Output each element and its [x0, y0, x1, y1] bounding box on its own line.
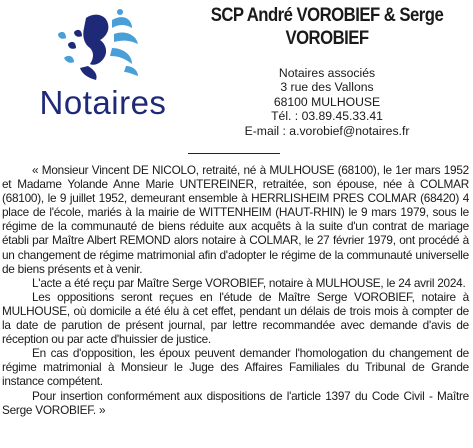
- notary-header: [182, 4, 472, 138]
- contact-street: 3 rue des Vallons: [280, 80, 374, 95]
- firm-name-line-2: VOROBIEF: [285, 28, 369, 49]
- contact-phone: Tél. : 03.89.45.33.41: [271, 109, 383, 124]
- paragraph-parties: « Monsieur Vincent DE NICOLO, retraité, né à MULHOUSE (68100), le 1er mars 1952 et Madame Yolande Anne Marie UNTEREINER, retraitée, son épouse, née à COLMAR (68100), le 9 juillet 1952, demeurant ensemble à HERRLISHEIM PRES COLMAR (68420) 4 place de l'école, mariés à la mairie de WITTENHEIM (HAUT-RHIN) le 9 mars 1979, sous le régime de la communauté de biens réduite aux acquêts à la suite d'un contrat de mariage établi par Maître Albert REMOND alors notaire à COLMAR, le 27 février 1979, ont procédé à un changement de régime matrimonial afin d'adopter le régime de la communauté universelle de biens présents et à venir.: [2, 163, 469, 276]
- paragraph-oppositions: Les oppositions seront reçues en l'étude de Maître Serge VOROBIEF, notaire à MULHOUSE, où domicile a été élu à cet effet, pendant un délais de trois mois à compter de la date de parution de présent journal, par lettre recommandée avec demande d'avis de réception ou par acte d'huissier de justice.: [2, 289, 469, 347]
- contact-block: [182, 66, 472, 138]
- contact-city: 68100 MULHOUSE: [273, 94, 381, 109]
- paragraph-deed: L'acte a été reçu par Maître Serge VOROBIEF, notaire à MULHOUSE, le 24 avril 2024.: [32, 275, 466, 290]
- firm-name-line-1: SCP André VOROBIEF & Serge: [210, 5, 444, 26]
- logo-wordmark: Notaires: [39, 84, 167, 121]
- paragraph-homologation: En cas d'opposition, les époux peuvent demander l'homologation du changement de régime matrimonial à Monsieur le Juge des Affaires Familiales du Tribunal de Grande instance compétent.: [2, 346, 469, 389]
- contact-role: Notaires associés: [278, 66, 376, 80]
- firm-name: [199, 4, 454, 50]
- notice-body: [2, 163, 469, 417]
- notaires-logo: [28, 8, 178, 126]
- separator-rule: [188, 153, 280, 154]
- contact-email: E-mail : a.vorobief@notaires.fr: [244, 123, 410, 138]
- marianne-icon: [28, 8, 178, 86]
- paragraph-insertion: Pour insertion conformément aux dispositions de l'article 1397 du Code Civil - Maître Serge VOROBIEF. »: [2, 388, 469, 417]
